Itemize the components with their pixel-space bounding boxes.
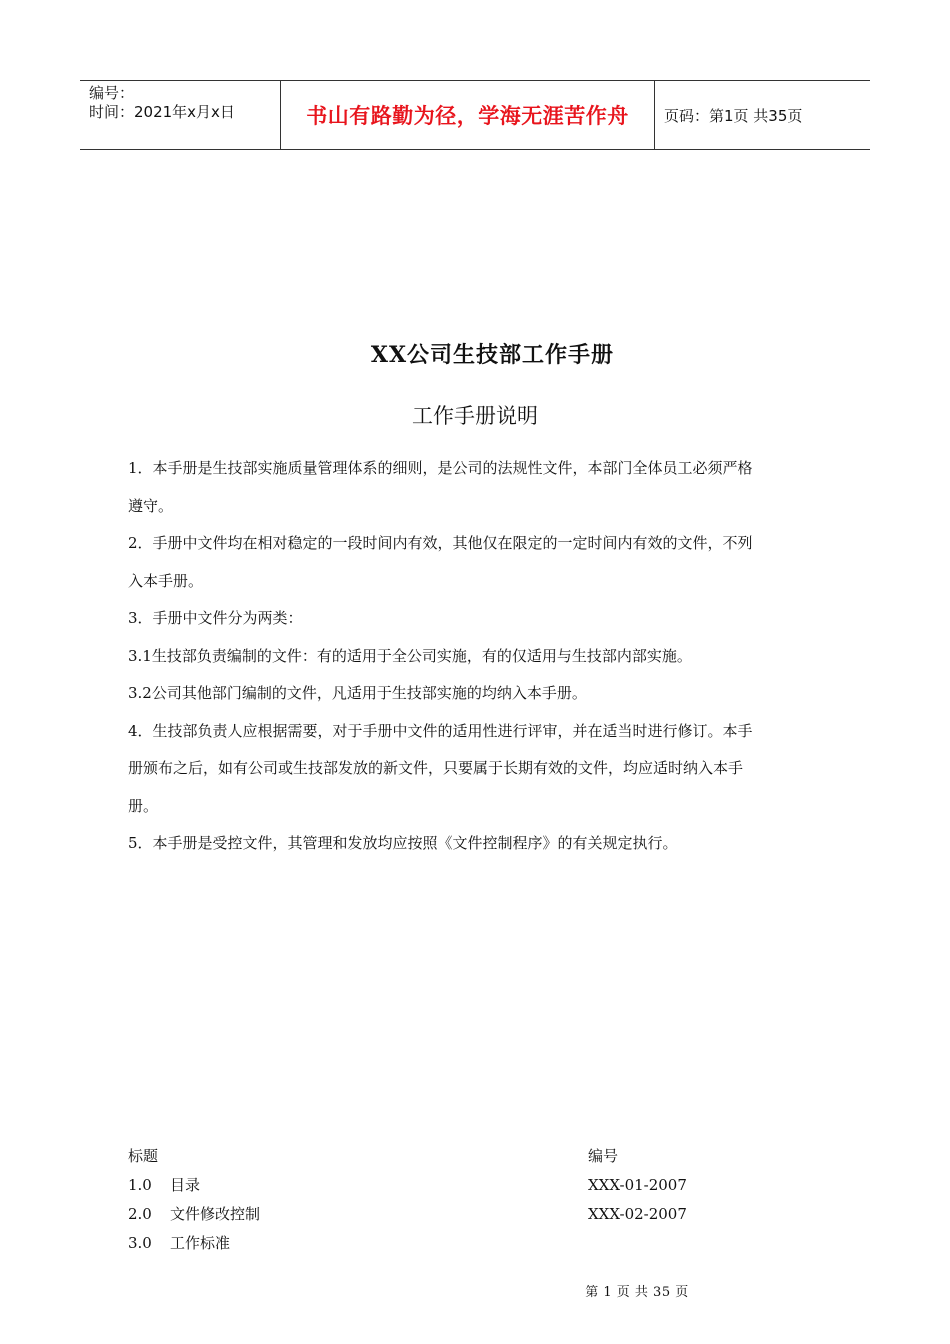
body-line: 4．生技部负责人应根据需要，对于手册中文件的适用性进行评审，并在适当时进行修订。本手 xyxy=(128,721,753,740)
body-line: 5．本手册是受控文件，其管理和发放均应按照《文件控制程序》的有关规定执行。 xyxy=(128,834,678,852)
document-title: XX公司生技部工作手册 xyxy=(370,342,615,368)
contents-row xyxy=(128,1200,728,1229)
document-body xyxy=(128,450,828,863)
header-meta-cell xyxy=(80,81,281,149)
page-header xyxy=(80,80,870,150)
body-line: 册。 xyxy=(128,796,159,815)
contents-row xyxy=(128,1171,728,1200)
contents-row-code: XXX-01-2007 xyxy=(588,1176,687,1194)
body-line: 2．手册中文件均在相对稳定的一段时间内有效，其他仅在限定的一定时间内有效的文件，不列 xyxy=(128,534,753,552)
body-line: 遵守。 xyxy=(128,496,174,515)
page-footer: 第 1 页 共 35 页 xyxy=(585,1285,689,1300)
contents-row-number: 3.0 xyxy=(128,1234,152,1252)
body-line: 1．本手册是生技部实施质量管理体系的细则，是公司的法规性文件，本部门全体员工必须严格 xyxy=(128,459,753,477)
document-date-label: 时间：2021年x月x日 xyxy=(89,103,235,121)
body-line: 册颁布之后，如有公司或生技部发放的新文件，只要属于长期有效的文件，均应适时纳入本手 xyxy=(128,759,744,777)
body-line: 入本手册。 xyxy=(128,571,204,590)
contents-row xyxy=(128,1229,728,1258)
body-line: 3.2公司其他部门编制的文件，凡适用于生技部实施的均纳入本手册。 xyxy=(128,684,587,702)
header-motto: 书山有路勤为径，学海无涯苦作舟 xyxy=(281,81,655,149)
header-page-number: 页码：第1页 共35页 xyxy=(664,106,803,125)
body-line: 3．手册中文件分为两类： xyxy=(128,609,303,627)
contents-header-row xyxy=(128,1142,728,1171)
document-subtitle: 工作手册说明 xyxy=(412,404,538,428)
contents-row-title: 工作标准 xyxy=(170,1234,231,1252)
contents-header-title: 标题 xyxy=(128,1147,159,1165)
contents-row-number: 1.0 xyxy=(128,1176,152,1194)
contents-table xyxy=(128,1142,728,1258)
contents-row-title: 文件修改控制 xyxy=(170,1205,261,1223)
document-number-label: 编号： xyxy=(89,84,135,102)
contents-row-number: 2.0 xyxy=(128,1205,152,1223)
body-line: 3.1生技部负责编制的文件：有的适用于全公司实施，有的仅适用与生技部内部实施。 xyxy=(128,646,692,665)
contents-row-title: 目录 xyxy=(170,1176,201,1194)
contents-row-code: XXX-02-2007 xyxy=(588,1205,687,1223)
contents-header-code: 编号 xyxy=(588,1147,619,1165)
